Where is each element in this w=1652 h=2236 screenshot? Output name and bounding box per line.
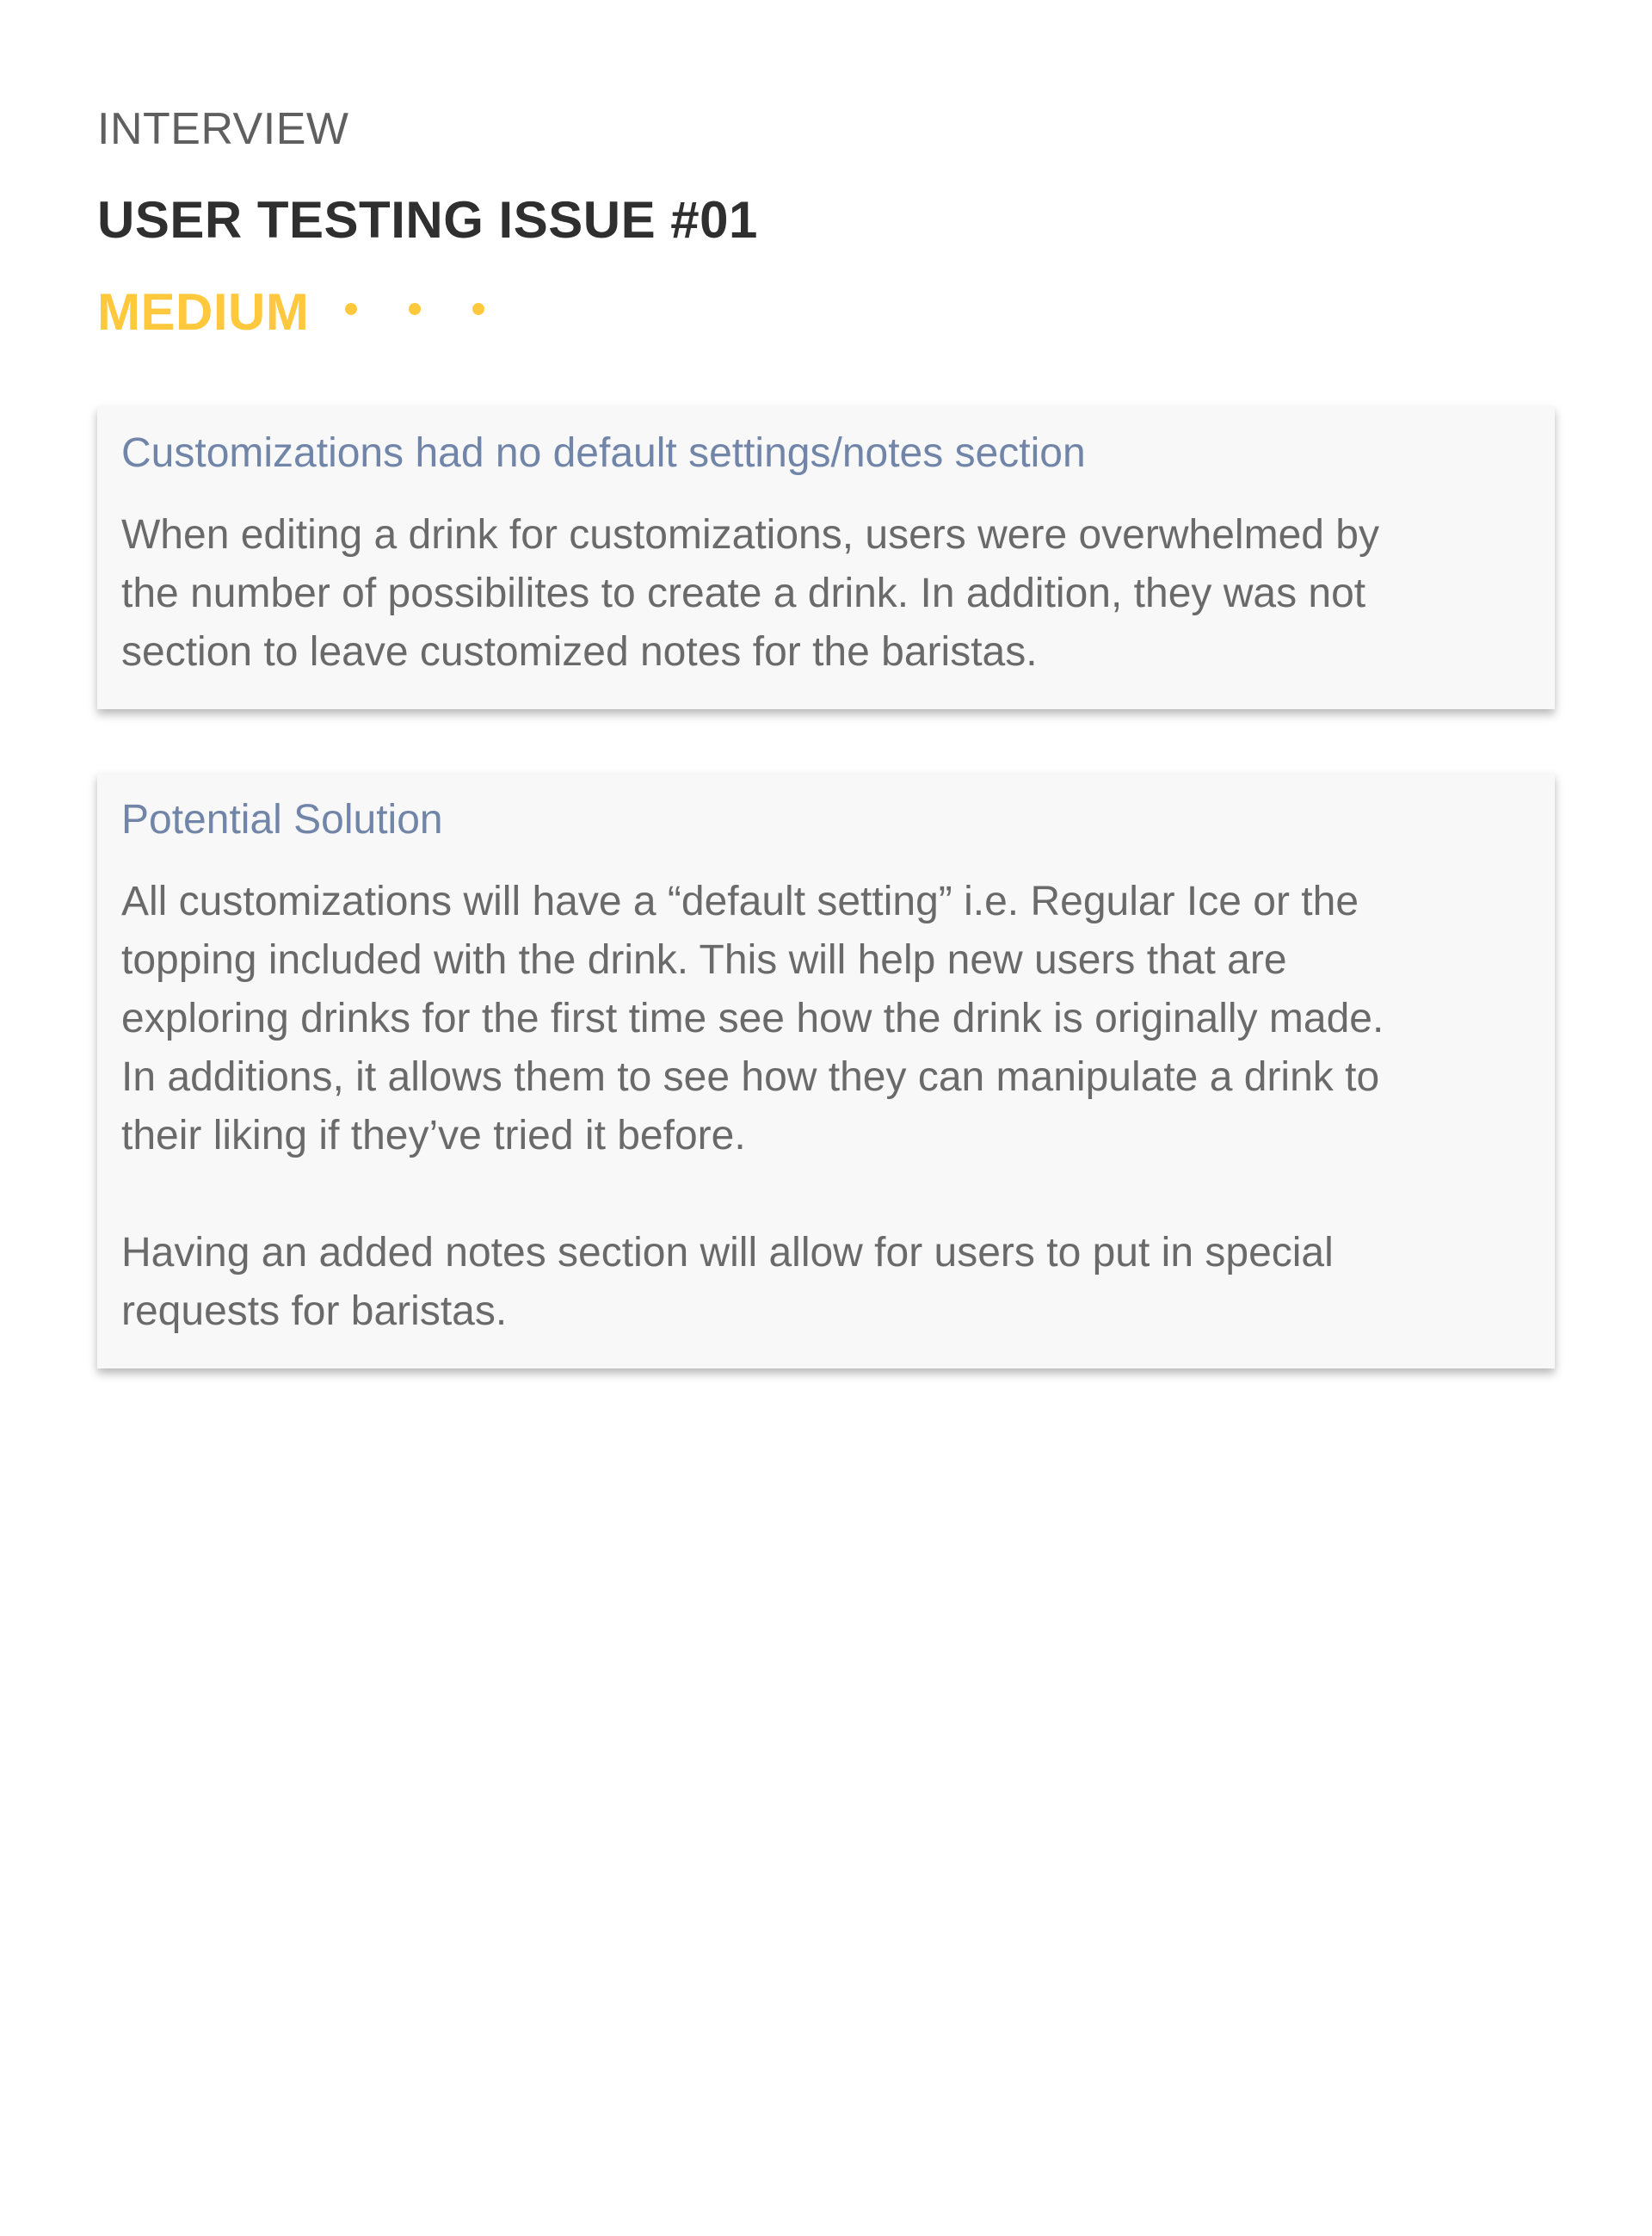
solution-paragraph-2: Having an added notes section will allow for users to put in special requests for baristas. <box>121 1230 1334 1334</box>
severity-dot <box>345 303 357 315</box>
eyebrow-label: INTERVIEW <box>97 104 349 154</box>
solution-paragraph-1: All customizations will have a “default setting” i.e. Regular Ice or the topping included with the drink. This will help new users that are exploring drinks for the first time see how the drink is originally made. In additions, it allows them to see how they can manipulate a drink to their liking if they’ve tried it before. <box>121 879 1384 1158</box>
severity-row <box>97 280 536 345</box>
severity-dot <box>409 303 421 315</box>
severity-label: MEDIUM <box>97 283 310 341</box>
severity-dots <box>345 303 536 315</box>
solution-description <box>121 873 1412 1341</box>
issue-card <box>97 406 1555 709</box>
solution-card <box>97 773 1555 1368</box>
issue-description <box>121 506 1412 682</box>
page-title: USER TESTING ISSUE #01 <box>97 191 758 249</box>
issue-paragraph: When editing a drink for customizations, users were overwhelmed by the number of possibilites to create a drink. In addition, they was not section to leave customized notes for the baristas. <box>121 512 1379 675</box>
solution-heading: Potential Solution <box>121 797 443 843</box>
severity-dot <box>472 303 484 315</box>
issue-heading: Customizations had no default settings/notes section <box>121 430 1086 476</box>
